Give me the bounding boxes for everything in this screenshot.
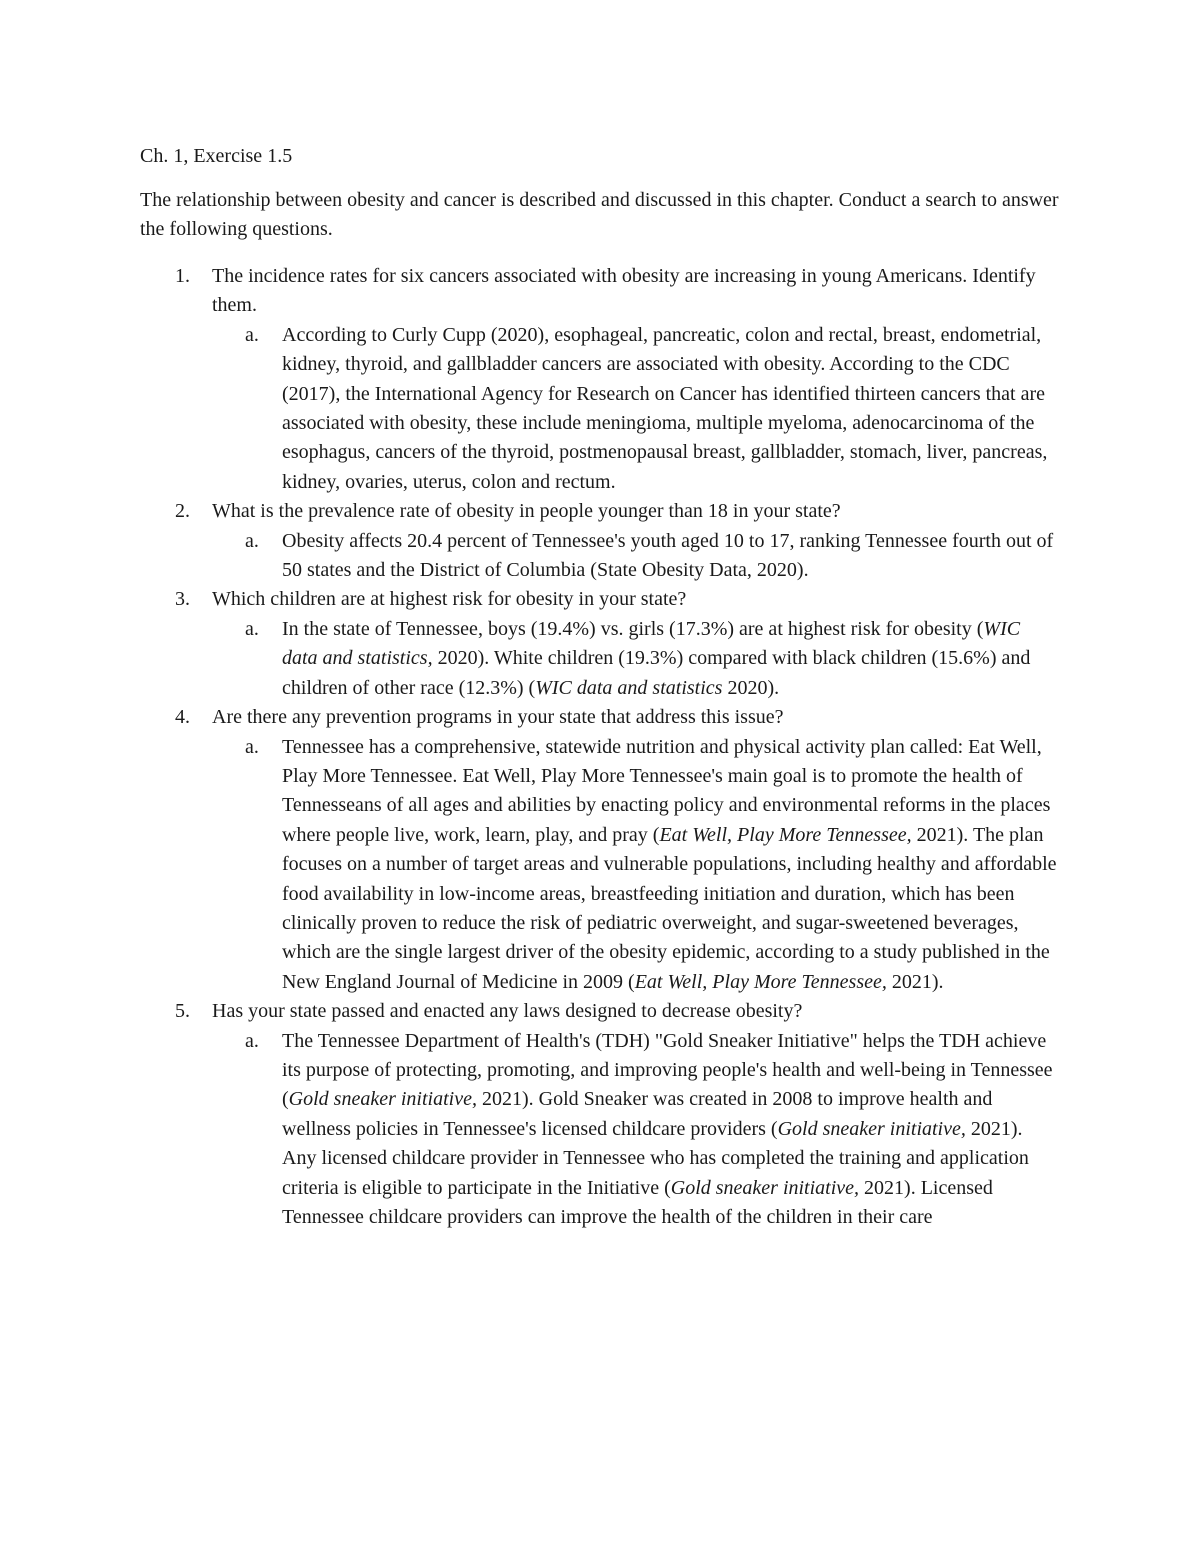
answer-text [282,618,1030,699]
answer-label: a. [245,617,259,640]
answer-item [140,527,1060,586]
citation-italic: Gold sneaker initiative, [777,1117,966,1140]
answer-item [140,321,1060,497]
answer-label: a. [245,735,259,758]
citation-italic: Gold sneaker initiative, [288,1088,477,1111]
answer-text [282,736,1057,993]
question-text: Which children are at highest risk for obesity in your state? [212,588,687,611]
answer-text-part: 2021). Any licensed childcare provider in Tennessee who has completed the training and application criteria is eligible to participate in the Initiative ( [282,1117,1029,1199]
question-text: What is the prevalence rate of obesity in people younger than 18 in your state? [212,500,841,523]
question-item [140,703,1060,997]
answer-label: a. [245,323,259,346]
answer-label: a. [245,529,259,552]
answer-item [140,733,1060,998]
page-heading: Ch. 1, Exercise 1.5 [140,145,293,167]
question-text: The incidence rates for six cancers associated with obesity are increasing in young Americans. Identify them. [212,265,1036,317]
answer-text-part: 2020). White children (19.3%) compared with black children (15.6%) and children of other race (12.3%) ( [282,647,1031,699]
answer-text: Obesity affects 20.4 percent of Tennessee's youth aged 10 to 17, ranking Tennessee fourth out of 50 states and the District of Columbia (State Obesity Data, 2020). [282,529,1054,582]
answer-text-part: The Tennessee Department of Health's (TDH) "Gold Sneaker Initiative" helps the TDH achieve its purpose of protecting, promoting, and improving people's health and well-being in Tennessee ( [282,1029,1053,1111]
citation-italic: Eat Well, Play More Tennessee, [659,823,912,846]
answer-text-part: Tennessee has a comprehensive, statewide nutrition and physical activity plan called: Eat Well, Play More Tennessee. Eat Well, Play More Tennessee's main goal is to promote the health of Tennesseans of all ages and abilities by enacting policy and environmental reforms in the places where people live, work, learn, play, and pray ( [282,735,1051,846]
question-item [140,262,1060,497]
answer-text-part: 2021). Licensed Tennessee childcare providers can improve the health of the children in their care [282,1176,993,1228]
citation-italic: WIC data and statistics [535,676,723,699]
citation-italic: Eat Well, Play More Tennessee, [634,970,887,993]
answer-text-part: 2021). The plan focuses on a number of target areas and vulnerable populations, including healthy and affordable food availability in low-income areas, breastfeeding initiation and duration, which has been clinically proven to reduce the risk of pediatric overweight, and sugar-sweetened beverages, which are the single largest driver of the obesity epidemic, according to a study published in the New England Journal of Medicine in 2009 ( [282,823,1057,993]
citation-italic: Gold sneaker initiative, [670,1176,860,1199]
answer-label: a. [245,1029,259,1052]
question-number: 5. [175,1000,190,1023]
question-item [140,585,1060,703]
question-number: 3. [175,588,190,611]
question-number: 4. [175,706,190,729]
question-list [140,262,1060,1232]
answer-item [140,615,1060,703]
intro-paragraph: The relationship between obesity and cancer is described and discussed in this chapter. Conduct a search to answer the following questions. [140,189,1059,241]
question-item [140,997,1060,1232]
question-number: 2. [175,500,190,523]
answer-text [282,1030,1053,1228]
citation-italic: WIC data and statistics, [282,617,1021,670]
question-text: Has your state passed and enacted any laws designed to decrease obesity? [212,1000,803,1023]
answer-text: According to Curly Cupp (2020), esophageal, pancreatic, colon and rectal, breast, endometrial, kidney, thyroid, and gallbladder cancers are associated with obesity. According to the CDC (2017), the International Agency for Research on Cancer has identified thirteen cancers that are associated with obesity, these include meningioma, multiple myeloma, adenocarcinoma of the esophagus, cancers of the thyroid, postmenopausal breast, gallbladder, stomach, liver, pancreas, kidney, ovaries, uterus, colon and rectum. [282,323,1048,493]
answer-text-part: In the state of Tennessee, boys (19.4%) vs. girls (17.3%) are at highest risk for obesity ( [282,617,984,640]
answer-item [140,1027,1060,1233]
answer-text-part: 2021). [886,970,944,993]
answer-text-part: 2020). [722,676,780,699]
answer-text-part: 2021). Gold Sneaker was created in 2008 to improve health and wellness policies in Tennessee's licensed childcare providers ( [282,1088,993,1140]
question-text: Are there any prevention programs in your state that address this issue? [212,706,784,729]
question-number: 1. [175,265,190,287]
question-item [140,497,1060,585]
